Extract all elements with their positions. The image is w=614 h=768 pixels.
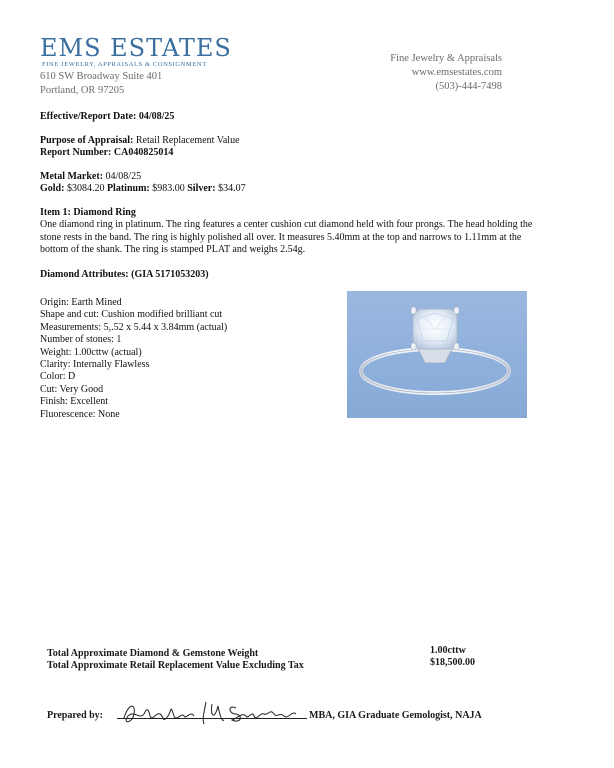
platinum-value: $983.00 [152, 183, 185, 194]
ring-illustration [347, 291, 527, 418]
attribute-item: Measurements: 5,.52 x 5.44 x 3.84mm (actual) [40, 321, 228, 333]
metal-market-label: Metal Market: [40, 171, 104, 182]
metal-prices-line [40, 183, 246, 195]
prepared-by-label: Prepared by: [47, 710, 104, 721]
attribute-item: Cut: Very Good [40, 383, 104, 395]
purpose-value: Retail Replacement Value [135, 135, 240, 146]
silver-value: $34.07 [218, 183, 246, 194]
address-line-1: 610 SW Broadway Suite 401 [40, 71, 163, 82]
attribute-item: Finish: Excellent [40, 396, 109, 408]
platinum-label: Platinum: [106, 183, 150, 194]
attribute-item: Weight: 1.00cttw (actual) [40, 346, 142, 358]
purpose-line [40, 135, 240, 147]
attribute-item: Number of stones: 1 [40, 334, 122, 346]
total-value-label: Total Approximate Retail Replacement Value Excluding Tax [47, 660, 304, 671]
silver-label: Silver: [187, 183, 216, 194]
attribute-item: Fluorescence: None [40, 408, 120, 420]
total-value-value: $18,500.00 [430, 657, 475, 668]
company-tagline: FINE JEWELRY, APPRAISALS & CONSIGNMENT [42, 61, 207, 68]
website-text[interactable]: www.emsestates.com [411, 67, 502, 78]
total-weight-value: 1.00cttw [430, 645, 466, 656]
handwritten-signature [118, 694, 308, 732]
diamond-attributes-heading: Diamond Attributes: (GIA 5171053203) [40, 269, 209, 280]
total-weight-label: Total Approximate Diamond & Gemstone Weight [47, 648, 259, 659]
report-number-line [40, 147, 173, 159]
metal-market-date: 04/08/25 [105, 171, 142, 182]
item-description: One diamond ring in platinum. The ring features a center cushion cut diamond held with four prongs. The head holding the stone rests in the band. The ring is highly polished all over. It measures 5.40mm at the top and narrows to 1.11mm at the bottom of the shank. The ring is stamped PLAT and weighs 2.54g. [40, 219, 533, 255]
report-date-value: 04/08/25 [138, 111, 175, 122]
attribute-item: Clarity: Internally Flawless [40, 359, 150, 371]
item-title: Item 1: Diamond Ring [40, 207, 136, 218]
report-number-value: CA040825014 [113, 147, 174, 158]
services-text: Fine Jewelry & Appraisals [390, 53, 502, 64]
report-number-label: Report Number: [40, 147, 112, 158]
address-line-2: Portland, OR 97205 [40, 85, 125, 96]
company-logo: EMS ESTATES [40, 34, 232, 62]
preparer-credentials: MBA, GIA Graduate Gemologist, NAJA [309, 710, 482, 721]
diamond-attributes-list [40, 297, 227, 421]
gold-label: Gold: [40, 183, 65, 194]
phone-text: (503)-444-7498 [435, 81, 502, 92]
report-date-line [40, 111, 174, 123]
purpose-label: Purpose of Appraisal: [40, 135, 134, 146]
metal-market-line [40, 171, 141, 183]
attribute-item: Color: D [40, 371, 76, 383]
gold-value: $3084.20 [66, 183, 105, 194]
report-date-label: Effective/Report Date: [40, 111, 137, 122]
attribute-item: Origin: Earth Mined [40, 297, 122, 308]
attribute-item: Shape and cut: Cushion modified brilliant cut [40, 309, 223, 321]
ring-photo [347, 291, 527, 418]
